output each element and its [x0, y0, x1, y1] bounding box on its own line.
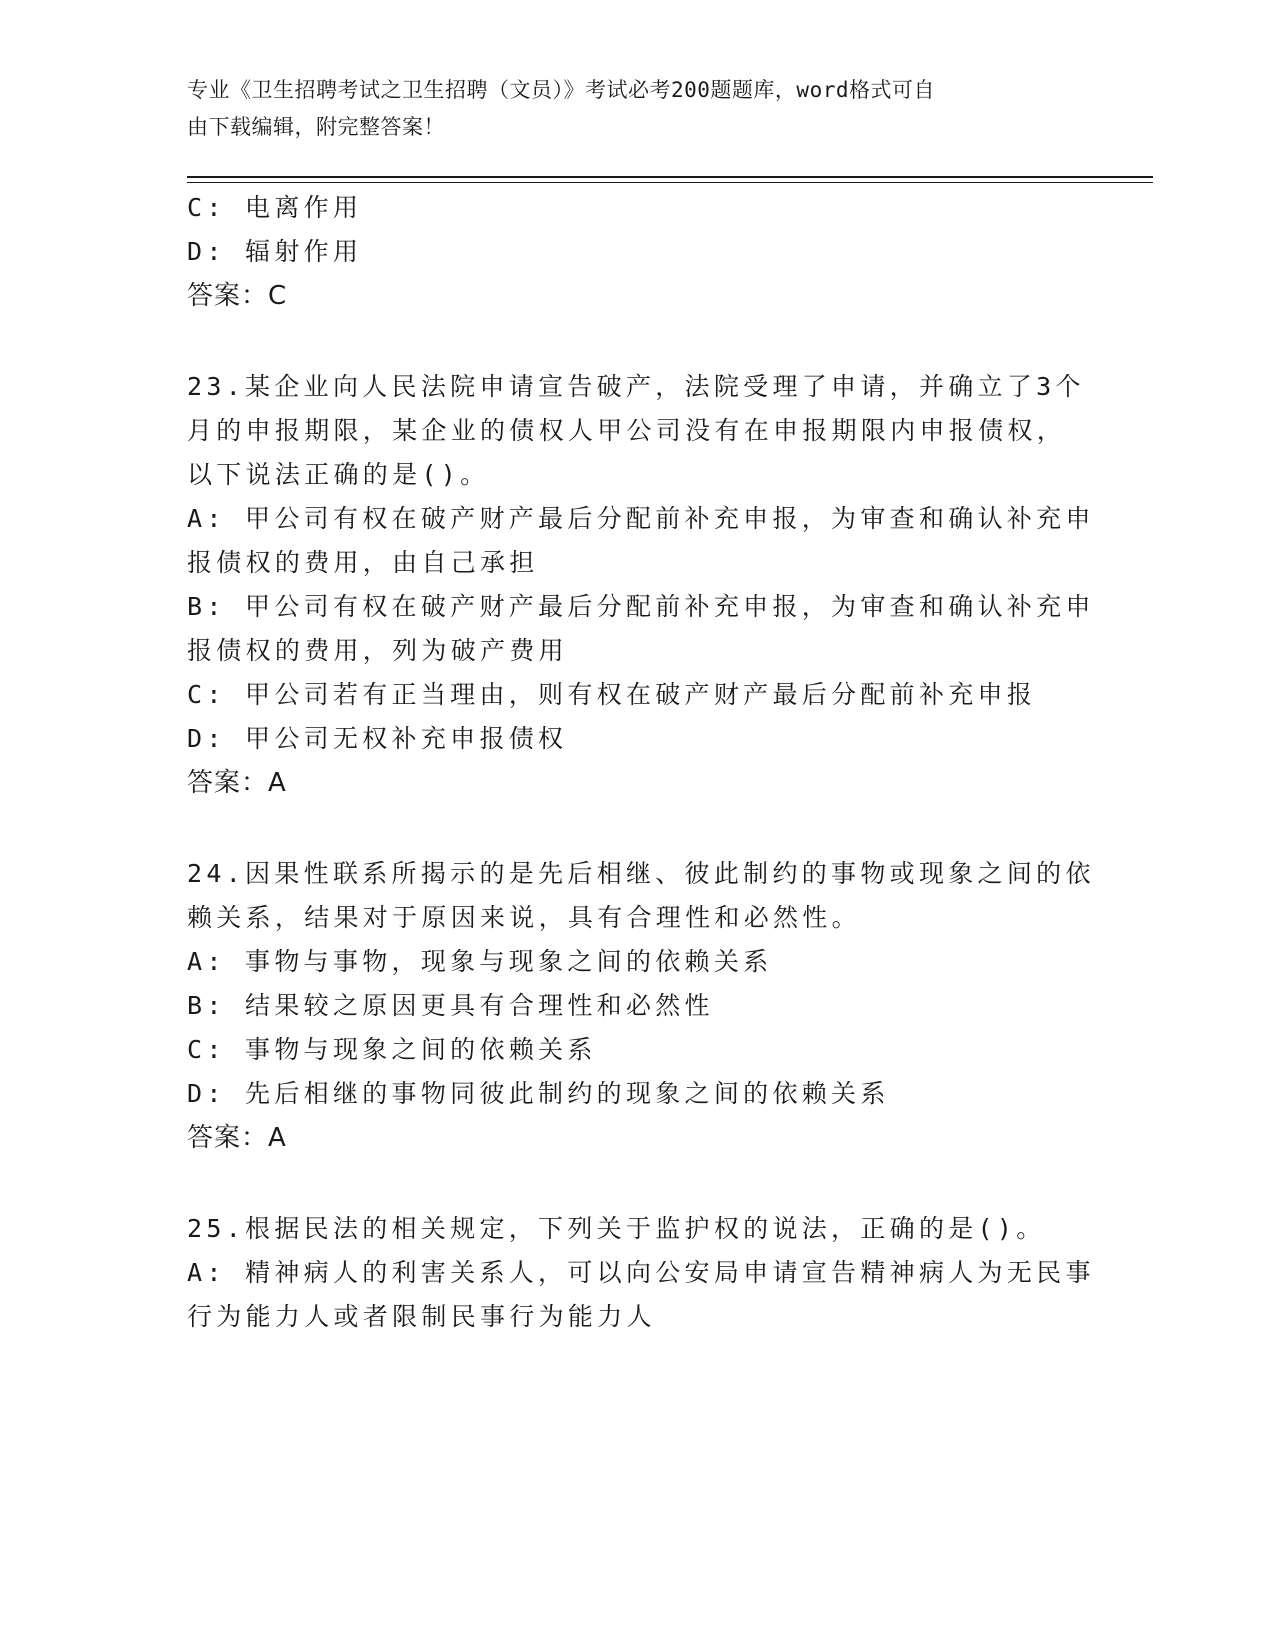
q25-option-a-line-2: 行为能力人或者限制民事行为能力人 [187, 1302, 656, 1331]
header-line-1: 专业《卫生招聘考试之卫生招聘（文员）》考试必考200题题库，word格式可自 [187, 78, 935, 102]
prev-answer: 答案：C [187, 281, 288, 311]
q24-stem-line-2: 赖关系，结果对于原因来说，具有合理性和必然性。 [187, 903, 861, 932]
q23-answer: 答案：A [187, 768, 287, 798]
q23-option-b-line-2: 报债权的费用，列为破产费用 [187, 636, 568, 665]
q23-option-a-line-2: 报债权的费用，由自己承担 [187, 548, 539, 577]
q24-stem-line-1: 24.因果性联系所揭示的是先后相继、彼此制约的事物或现象之间的依 [187, 859, 1095, 888]
q23-stem-line-1: 23.某企业向人民法院申请宣告破产，法院受理了申请，并确立了3个 [187, 372, 1085, 401]
q24-option-d: D: 先后相继的事物同彼此制约的现象之间的依赖关系 [187, 1079, 890, 1108]
q24-answer: 答案：A [187, 1123, 287, 1153]
q25-stem-line-1: 25.根据民法的相关规定，下列关于监护权的说法，正确的是()。 [187, 1214, 1046, 1243]
q24-option-c: C: 事物与现象之间的依赖关系 [187, 1035, 597, 1064]
header-line-2: 由下载编辑，附完整答案！ [187, 115, 445, 139]
header-divider-thick [187, 176, 1153, 178]
q25-option-a-line-1: A: 精神病人的利害关系人，可以向公安局申请宣告精神病人为无民事 [187, 1258, 1095, 1287]
q23-option-a-line-1: A: 甲公司有权在破产财产最后分配前补充申报，为审查和确认补充申 [187, 504, 1095, 533]
q23-option-d: D: 甲公司无权补充申报债权 [187, 724, 568, 753]
q23-option-b-line-1: B: 甲公司有权在破产财产最后分配前补充申报，为审查和确认补充申 [187, 592, 1095, 621]
header-divider-thin [187, 182, 1153, 183]
document-header [187, 72, 1087, 146]
q23-stem-line-2: 月的申报期限，某企业的债权人甲公司没有在申报期限内申报债权， [187, 416, 1067, 445]
q24-option-b: B: 结果较之原因更具有合理性和必然性 [187, 991, 714, 1020]
prev-option-d: D: 辐射作用 [187, 237, 363, 266]
q23-option-c: C: 甲公司若有正当理由，则有权在破产财产最后分配前补充申报 [187, 680, 1037, 709]
q24-option-a: A: 事物与事物，现象与现象之间的依赖关系 [187, 947, 773, 976]
prev-option-c: C: 电离作用 [187, 193, 363, 222]
q23-stem-line-3: 以下说法正确的是()。 [187, 460, 490, 489]
